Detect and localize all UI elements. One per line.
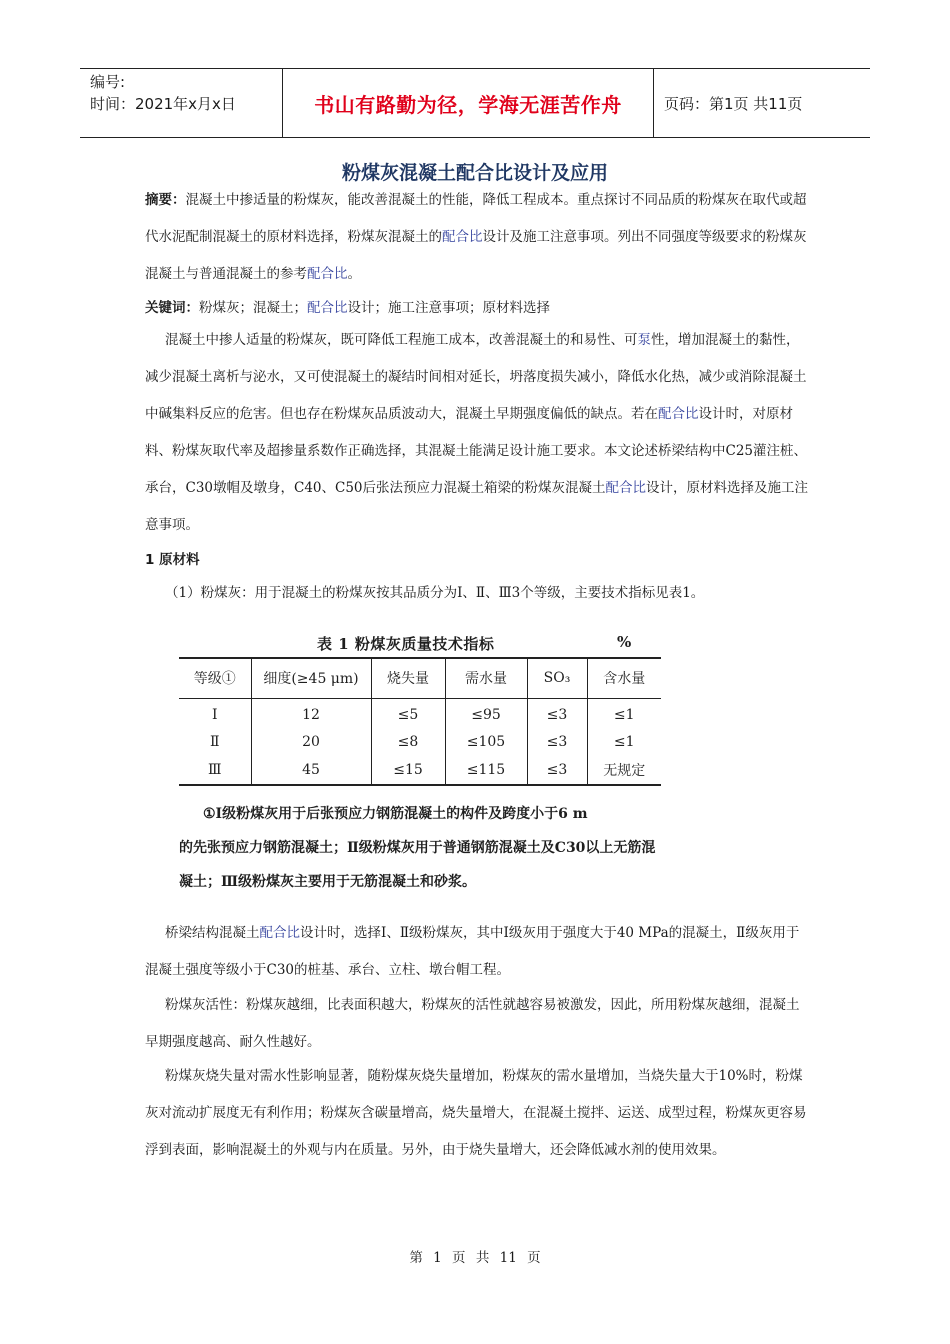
abstract-text-3: 。 xyxy=(347,266,361,282)
table-cell: ≤1 xyxy=(587,698,661,727)
table-footnote xyxy=(179,797,663,899)
section-heading: 1 原材料 xyxy=(145,552,200,568)
table-row xyxy=(179,756,661,785)
bridge-paragraph xyxy=(145,915,810,989)
keywords-text-2: 设计；施工注意事项；原材料选择 xyxy=(347,300,550,316)
fly-ash-quality-table xyxy=(179,657,661,786)
code-label: 编号: xyxy=(90,73,126,91)
table-header-cell: 含水量 xyxy=(587,658,661,698)
section-item-1: （1）粉煤灰：用于混凝土的粉煤灰按其品质分为Ⅰ、Ⅱ、Ⅲ3个等级，主要技术指标见表1。 xyxy=(165,585,705,601)
table-cell: Ⅲ xyxy=(207,762,222,778)
keywords-label: 关键词： xyxy=(145,300,199,316)
intro-link-3[interactable]: 配合比 xyxy=(605,480,647,496)
table-header-cell: 等级① xyxy=(193,671,236,688)
table-cell: ≤105 xyxy=(445,727,527,756)
table-cell: ≤8 xyxy=(371,727,445,756)
table-cell: Ⅱ xyxy=(209,733,220,750)
abstract-label: 摘要： xyxy=(145,192,186,208)
table-cell: 12 xyxy=(251,698,371,727)
abstract-link-2[interactable]: 配合比 xyxy=(307,266,348,282)
abstract-text-2: 设计及施工注意事项。列出不同强度等级要求的粉煤灰混凝土与普通混凝土的参考 xyxy=(145,229,807,282)
keywords-paragraph xyxy=(145,296,810,320)
table-footnote-rest: 的先张预应力钢筋混凝土；Ⅱ级粉煤灰用于普通钢筋混凝土及C30以上无筋混凝土；Ⅲ级粉煤灰主要用于无筋混凝土和砂浆。 xyxy=(179,840,656,890)
bridge-text-1: 桥梁结构混凝土 xyxy=(165,925,260,941)
header-page-info: 页码：第1页 共11页 xyxy=(664,94,803,113)
time-label: 时间：2021年x月x日 xyxy=(90,95,236,113)
table-cell: ≤115 xyxy=(445,756,527,785)
table-header-cell: 细度(≥45 μm) xyxy=(251,658,371,698)
intro-text-1: 混凝土中掺人适量的粉煤灰，既可降低工程施工成本，改善混凝土的和易性、可 xyxy=(165,332,638,348)
bridge-text-2: 设计时，选择Ⅰ、Ⅱ级粉煤灰，其中Ⅰ级灰用于强度大于40 MPa的混凝土，Ⅱ级灰用于混凝土强度等级小于C30的桩基、承台、立柱、墩台帽工程。 xyxy=(145,925,800,978)
table-unit: % xyxy=(617,633,632,651)
table-cell: Ⅰ xyxy=(211,707,218,724)
table-header-row xyxy=(179,658,661,698)
keywords-text-1: 粉煤灰；混凝土； xyxy=(199,300,307,316)
page-footer: 第 1 页 共 11 页 xyxy=(409,1250,541,1266)
table-caption-row xyxy=(175,629,665,655)
loss-paragraph: 粉煤灰烧失量对需水性影响显著，随粉煤灰烧失量增加，粉煤灰的需水量增加，当烧失量大于10%时，粉煤灰对流动扩展度无有利作用；粉煤灰含碳量增高，烧失量增大，在混凝土搅拌、运送、成型过程，粉煤灰更容易浮到表面，影响混凝土的外观与内在质量。另外，由于烧失量增大，还会降低减水剂的使用效果。 xyxy=(145,1068,807,1158)
table-header-cell: 需水量 xyxy=(445,658,527,698)
table-cell: ≤5 xyxy=(371,698,445,727)
abstract-paragraph xyxy=(145,182,810,293)
table-cell: ≤3 xyxy=(527,698,587,727)
intro-text-4: 设计，原材料选择及施工注意事项。 xyxy=(145,480,809,533)
table-cell: ≤1 xyxy=(587,727,661,756)
intro-link-1[interactable]: 泵 xyxy=(637,332,651,348)
intro-paragraph xyxy=(145,322,810,544)
table-row xyxy=(179,698,661,727)
table-1-figure xyxy=(175,627,665,890)
activity-paragraph: 粉煤灰活性：粉煤灰越细，比表面积越大，粉煤灰的活性就越容易被激发，因此，所用粉煤灰越细，混凝土早期强度越高、耐久性越好。 xyxy=(145,997,800,1050)
intro-text-2: 性，增加混凝土的黏性，减少混凝土离析与泌水，又可使混凝土的凝结时间相对延长，坍落度损失减小，降低水化热，减少或消除混凝土中碱集料反应的危害。但也存在粉煤灰品质波动大，混凝土早期强度偏低的缺点。若在 xyxy=(145,332,807,422)
table-caption: 表 1 粉煤灰质量技术指标 xyxy=(317,635,495,653)
table-row xyxy=(179,727,661,756)
document-title: 粉煤灰混凝土配合比设计及应用 xyxy=(341,162,608,184)
table-cell: ≤15 xyxy=(371,756,445,785)
table-cell: ≤3 xyxy=(527,727,587,756)
intro-text-3: 设计时，对原材料、粉煤灰取代率及超掺量系数作正确选择，其混凝土能满足设计施工要求。本文论述桥梁结构中C25灌注桩、承台，C30墩帽及墩身，C40、C50后张法预应力混凝土箱梁的粉煤灰混凝土 xyxy=(145,406,808,496)
table-cell: ≤95 xyxy=(445,698,527,727)
header-meta xyxy=(80,69,282,137)
bridge-link[interactable]: 配合比 xyxy=(259,925,300,941)
table-cell: 无规定 xyxy=(587,756,661,785)
table-header-cell: SO₃ xyxy=(527,658,587,698)
intro-link-2[interactable]: 配合比 xyxy=(658,406,699,422)
page-header xyxy=(80,68,870,138)
table-cell: ≤3 xyxy=(527,756,587,785)
abstract-link-1[interactable]: 配合比 xyxy=(442,229,483,245)
abstract-text-1: 混凝土中掺适量的粉煤灰，能改善混凝土的性能，降低工程成本。重点探讨不同品质的粉煤灰在取代或超代水泥配制混凝土的原材料选择，粉煤灰混凝土的 xyxy=(145,192,807,245)
header-motto: 书山有路勤为径，学海无涯苦作舟 xyxy=(282,69,654,137)
table-cell: 45 xyxy=(251,756,371,785)
table-cell: 20 xyxy=(251,727,371,756)
table-header-cell: 烧失量 xyxy=(371,658,445,698)
keywords-link[interactable]: 配合比 xyxy=(307,300,348,316)
table-footnote-line-1: ①Ⅰ级粉煤灰用于后张预应力钢筋混凝土的构件及跨度小于6 m xyxy=(203,806,588,822)
